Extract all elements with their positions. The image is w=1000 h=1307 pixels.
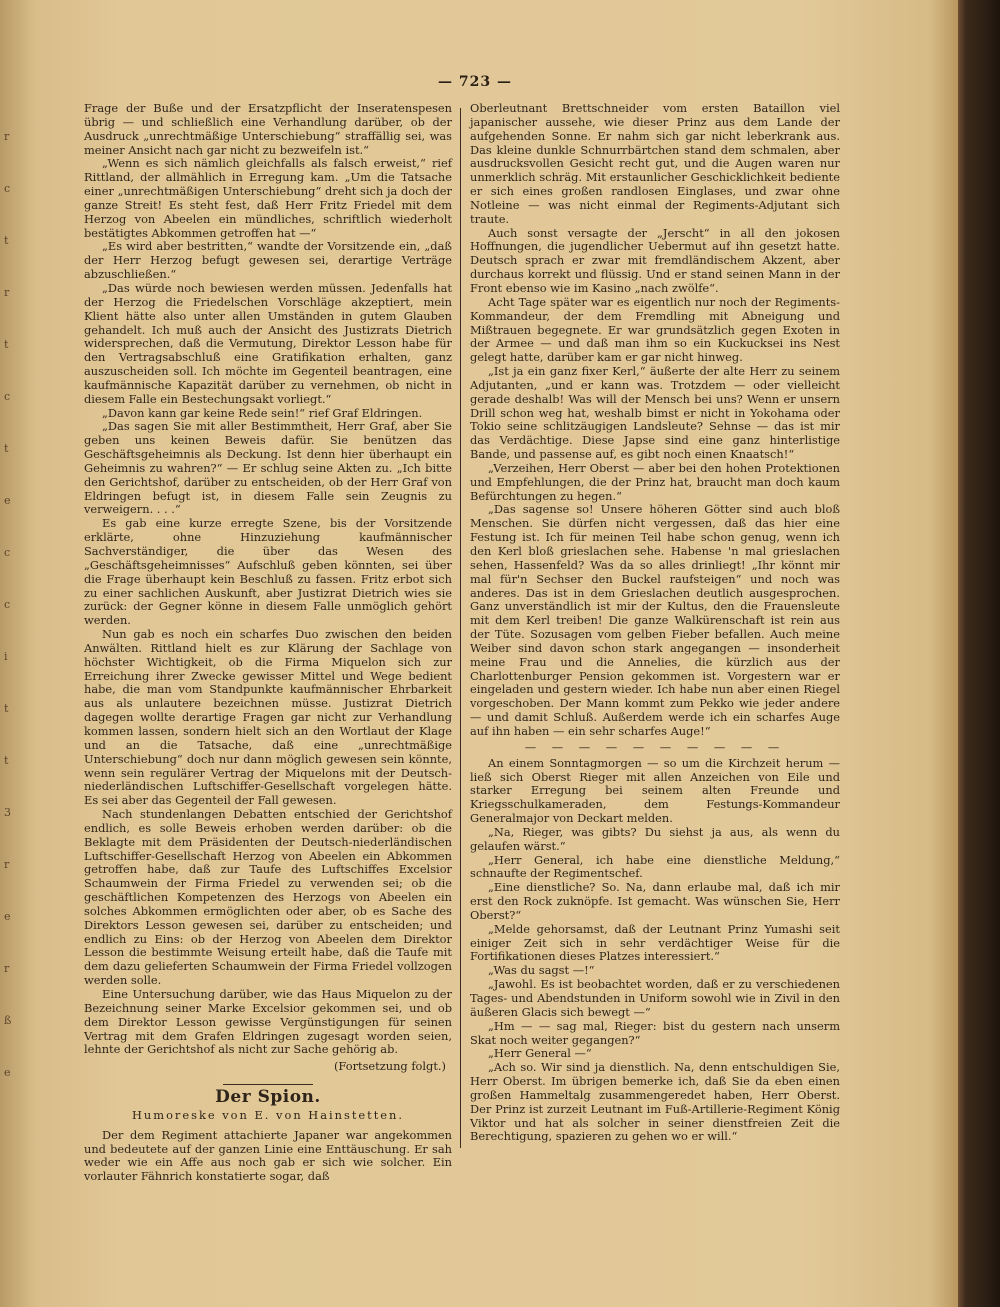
margin-letter: e: [4, 910, 11, 923]
paragraph: „Jawohl. Es ist beobachtet worden, daß er zu verschiedenen Tages- und Abendstunden in Uniform sowohl wie in Zivil in den äußeren Glacis sich bewegt —“: [470, 977, 840, 1019]
left-column: [84, 101, 452, 1184]
story-text: [84, 1129, 452, 1184]
left-margin-bleed: [0, 0, 48, 1307]
paragraph: Oberleutnant Brettschneider vom ersten Bataillon viel japanischer aussehe, wie dieser Prinz aus dem Lande der aufgehenden Sonne. Er nahm sich gar nicht leberkrank aus. Das kleine dunkle Schnurrbärtchen stand dem schmalen, aber ausdrucksvollen Gesicht recht gut, und die Augen waren nur unmerklich schräg. Mit erstaunlicher Geschicklichkeit bediente er sich eines großen randlosen Einglases, und zwar ohne Notleine — was nicht einmal der Regiments-Adjutant sich traute.: [470, 101, 840, 226]
paragraph: „Hm — — sag mal, Rieger: bist du gestern nach unserm Skat noch weiter gegangen?“: [470, 1018, 840, 1047]
paragraph: „Herr General —“: [488, 1046, 592, 1061]
paragraph: „Es wird aber bestritten,“ wandte der Vorsitzende ein, „daß der Herr Herzog befugt gewesen sei, derartige Verträge abzuschließen.“: [84, 239, 452, 282]
margin-letter: c: [4, 390, 11, 403]
margin-letter: t: [4, 702, 9, 715]
right-column-text-a: [470, 102, 840, 739]
column-rule: [460, 108, 461, 1148]
margin-letter: r: [4, 962, 10, 975]
margin-letter: t: [4, 338, 9, 351]
paragraph: „Eine dienstliche? So. Na, dann erlaube mal, daß ich mir erst den Rock zuknöpfe. Ist gemacht. Was wünschen Sie, Herr Oberst?“: [470, 880, 840, 922]
section-divider: [223, 1084, 313, 1085]
right-column-text-b: [470, 757, 840, 1145]
story-byline: Humoreske von E. von Hainstetten.: [132, 1107, 404, 1122]
paragraph: „Das würde noch bewiesen werden müssen. Jedenfalls hat der Herzog die Friedelschen Vorschläge akzeptiert, mein Klient hätte also unter allen Umständen in gutem Glauben gehandelt. Ich muß auch der Ansicht des Justizrats Dietrich widersprechen, daß die Vermutung, Direktor Lesson habe für den Vertragsabschluß eine Gratifikation erhalten, ganz auszuscheiden soll. Ich möchte im Gegenteil beantragen, eine kaufmännische Kapazität darüber zu vernehmen, ob nicht in diesem Falle ein Bestechungsakt vorliegt.“: [84, 280, 452, 406]
paragraph: Nach stundenlangen Debatten entschied der Gerichtshof endlich, es solle Beweis erhoben werden darüber: ob die Beklagte mit dem Präsidenten der Deutsch-niederländischen Luftschiffer-Gesellschaft Herzog von Abeelen ein Abkommen getroffen habe, daß zur Taufe des Luftschiffes Excelsior Schaumwein der Firma Friedel zu verwenden sei; ob die geschäftlichen Kompetenzen des Herzogs von Abeelen ein solches Abkommen ermöglichten oder aber, ob es Sache des Direktors Lesson gewesen sei, darüber zu entscheiden; und endlich zu Eins: ob der Herzog von Abeelen dem Direktor Lesson die bestimmte Weisung erteilt habe, daß die Taufe mit dem dazu gelieferten Schaumwein der Firma Friedel vollzogen werden solle.: [84, 807, 452, 988]
scene-separator: — — — — — — — — — —: [524, 739, 786, 754]
right-column: [470, 102, 840, 1152]
margin-letter: i: [4, 650, 8, 663]
margin-letter: 3: [4, 806, 11, 819]
book-spine: [958, 0, 1000, 1307]
margin-letter: r: [4, 130, 10, 143]
margin-letter: e: [4, 1066, 11, 1079]
margin-letter: c: [4, 546, 11, 559]
paragraph: Es gab eine kurze erregte Szene, bis der Vorsitzende erklärte, ohne Hinzuziehung kaufmännischer Sachverständiger, die über das Wesen des „Geschäftsgeheimnisses“ Aufschluß geben könnten, sei über die Frage überhaupt kein Beschluß zu fassen. Fritz erbot sich zu einer sachlichen Auskunft, aber Justizrat Dietrich wies sie zurück: der Gegner könne in diesem Falle unmöglich gehört werden.: [84, 516, 452, 628]
paragraph: „Melde gehorsamst, daß der Leutnant Prinz Yumashi seit einiger Zeit sich in sehr verdächtiger Weise für die Fortifikationen dieses Platzes interessiert.“: [470, 921, 840, 964]
paragraph: „Ist ja ein ganz fixer Kerl,“ äußerte der alte Herr zu seinem Adjutanten, „und er kann was. Trotzdem — oder vielleicht gerade deshalb! Was will der Mensch bei uns? Wenn er unsern Drill schon weg hat, weshalb bimst er nicht in Yokohama oder Tokio seine schlitzäugigen Landsleute? Sehnse — das ist mir das Verdächtige. Diese Japse sind eine ganz hinterlistige Bande, und passense auf, es gibt noch einen Knaatsch!“: [470, 364, 840, 462]
paragraph: Der dem Regiment attachierte Japaner war angekommen und bedeutete auf der ganzen Linie eine Enttäuschung. Er sah weder wie ein Affe aus noch gab er sich wie solcher. Ein vorlauter Fähnrich konstatierte sogar, daß: [84, 1127, 452, 1184]
paragraph: „Verzeihen, Herr Oberst — aber bei den hohen Protektionen und Empfehlungen, die der Prinz hat, braucht man doch kaum Befürchtungen zu hegen.“: [470, 460, 840, 503]
left-column-text: [84, 102, 452, 1057]
paragraph: Acht Tage später war es eigentlich nur noch der Regiments-Kommandeur, der dem Fremdling mit Abneigung und Mißtrauen begegnete. Er war grundsätzlich gegen Exoten in der Armee — und daß man ihm so ein Kuckucksei ins Nest gelegt hatte, darüber kam er gar nicht hinweg.: [470, 294, 840, 365]
paragraph: An einem Sonntagmorgen — so um die Kirchzeit herum — ließ sich Oberst Rieger mit allen Anzeichen von Eile und starker Erregung bei seinem alten Freunde und Kriegsschulkameraden, dem Festungs-Kommandeur Generalmajor von Deckart melden.: [470, 755, 840, 826]
paragraph: „Wenn es sich nämlich gleichfalls als falsch erweist,“ rief Rittland, der allmählich in Erregung kam. „Um die Tatsache einer „unrechtmäßigen Unterschiebung“ dreht sich ja doch der ganze Streit! Es steht fest, daß Herr Fritz Friedel mit dem Herzog von Abeelen ein mündliches, schriftlich wiederholt bestätigtes Abkommen getroffen hat —“: [84, 156, 452, 240]
margin-letter: c: [4, 182, 11, 195]
margin-letter: t: [4, 754, 9, 767]
paragraph: Eine Untersuchung darüber, wie das Haus Miquelon zu der Bezeichnung seiner Marke Excelsior gekommen sei, und ob dem Direktor Lesson gewisse Vergünstigungen für seinen Vertrag mit dem Grafen Eldringen zugesagt worden seien, lehnte der Gerichtshof als nicht zur Sache gehörig ab.: [84, 987, 452, 1057]
continuation-note: (Fortsetzung folgt.): [333, 1059, 446, 1074]
page-number: — 723 —: [438, 74, 512, 90]
paragraph: Nun gab es noch ein scharfes Duo zwischen den beiden Anwälten. Rittland hielt es zur Klärung der Sachlage von höchster Wichtigkeit, ob die Firma Miquelon sich zur Erreichung ihrer Zwecke gewisser Mittel und Wege bedient habe, die man vom Standpunkte kaufmännischer Ehrbarkeit aus als unlautere bezeichnen müsse. Justizrat Dietrich dagegen wollte derartige Fragen gar nicht zur Verhandlung kommen lassen, sondern hielt sich an den Wortlaut der Klage und an die Tatsache, daß eine „unrechtmäßige Unterschiebung“ doch nur dann möglich gewesen sein könnte, wenn sein regulärer Vertrag der Miquelons mit der Deutsch-niederländischen Luftschiffer-Gesellschaft vorgelegen hätte. Es sei aber das Gegenteil der Fall gewesen.: [84, 627, 452, 808]
margin-letter: t: [4, 234, 9, 247]
margin-letter: ß: [4, 1014, 12, 1027]
margin-letter: t: [4, 442, 9, 455]
paragraph: „Das sagen Sie mit aller Bestimmtheit, Herr Graf, aber Sie geben uns keinen Beweis dafür. Sie benützen das Geschäftsgeheimnis als Deckung. Ist denn hier überhaupt ein Geheimnis zu wahren?“ — Er schlug seine Akten zu. „Ich bitte den Gerichtshof, darüber zu entscheiden, ob der Herr Graf von Eldringen befugt ist, in diesem Falle sein Zeugnis zu verweigern. . . .“: [84, 419, 452, 517]
margin-letter: r: [4, 286, 10, 299]
margin-letter: c: [4, 598, 11, 611]
margin-letter: r: [4, 858, 10, 871]
paragraph: „Ach so. Wir sind ja dienstlich. Na, denn entschuldigen Sie, Herr Oberst. Im übrigen bemerke ich, daß Sie da eben einen großen Hammeltalg zusammengeredet haben, Herr Oberst. Der Prinz ist zurzeit Leutnant im Fuß-Artillerie-Regiment König Viktor und hat als solcher in seiner dienstfreien Zeit die Berechtigung, spazieren zu gehen wo er will.“: [470, 1060, 840, 1144]
margin-letter: e: [4, 494, 11, 507]
paragraph: „Davon kann gar keine Rede sein!“ rief Graf Eldringen.: [102, 405, 423, 420]
paragraph: „Na, Rieger, was gibts? Du siehst ja aus, als wenn du gelaufen wärst.“: [470, 824, 840, 853]
paragraph: Frage der Buße und der Ersatzpflicht der Inseratenspesen übrig — und schließlich eine Verhandlung darüber, ob der Ausdruck „unrechtmäßige Unterschiebung“ straffällig sei, was meiner Ansicht nach gar nicht zu bezweifeln ist.“: [84, 101, 452, 157]
paragraph: Auch sonst versagte der „Jerscht“ in all den jokosen Hoffnungen, die jugendlicher Uebermut auf ihn gesetzt hatte. Deutsch sprach er zwar mit fremdländischem Akzent, aber durchaus korrekt und flüssig. Und er stand seinen Mann in der Front ebenso wie im Kasino „nach zwölfe“.: [470, 225, 840, 295]
story-title: Der Spion.: [215, 1087, 321, 1108]
paragraph: „Was du sagst —!“: [488, 963, 595, 978]
paragraph: „Das sagense so! Unsere höheren Götter sind auch bloß Menschen. Sie dürfen nicht vergessen, daß das hier eine Festung ist. Ich für meinen Teil habe schon genug, wenn ich den Kerl bloß grieslachen sehe. Habense 'n mal grieslachen sehen, Hassenfeld? Was da so alles drinliegt! „Ihr könnt mir mal für'n Sechser den Buckel raufsteigen“ und noch was anderes. Das ist in dem Grieslachen deutlich ausgesprochen. Ganz unverständlich ist mir der Kultus, den die Frauensleute mit dem Kerl treiben! Die ganze Walkürenschaft ist rein aus der Tüte. Sozusagen vom gelben Fieber befallen. Auch meine Weiber sind davon schon stark angegangen — insonderheit meine Frau und die Annelies, die kürzlich aus der Charlottenburger Pension gekommen ist. Vorgestern war er eingeladen und gestern wieder. Ich habe nun aber einen Riegel vorgeschoben. Der Mann kommt zum Pekko wie jeder andere — und damit Schluß. Außerdem werde ich ein scharfes Auge auf ihn haben — ein sehr scharfes Auge!“: [470, 502, 840, 738]
paragraph: „Herr General, ich habe eine dienstliche Meldung,“ schnaufte der Regimentschef.: [470, 852, 840, 881]
